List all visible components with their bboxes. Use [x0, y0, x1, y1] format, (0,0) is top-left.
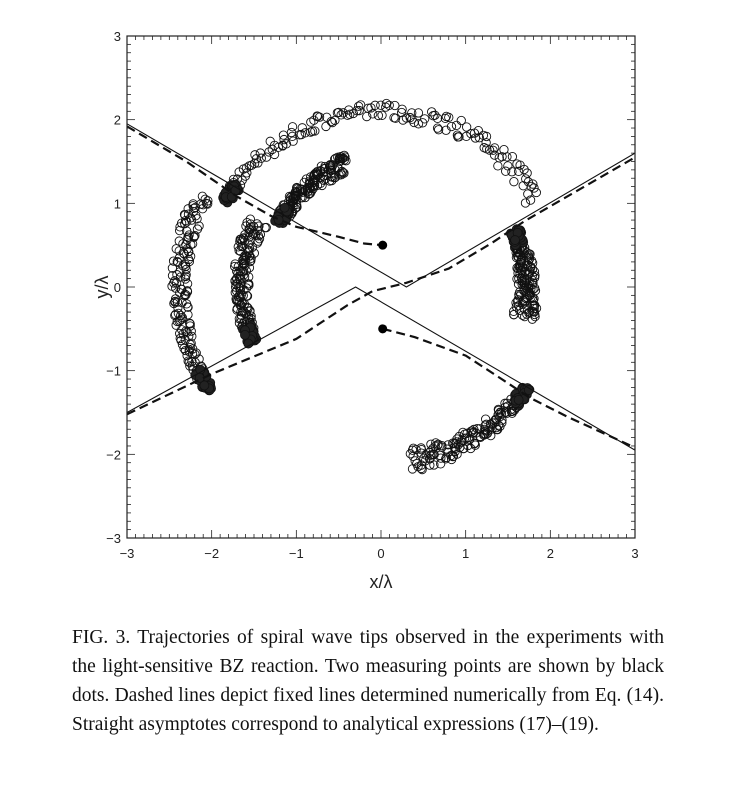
y-tick-label: −1 — [106, 363, 121, 379]
x-axis-label: x/λ — [369, 572, 393, 592]
tip-marker-dense — [240, 330, 249, 339]
figure-caption: FIG. 3. Trajectories of spiral wave tips observed in the experiments with the light-sensitive BZ reaction. Two measuring points are shown by black dots. Dashed lines depict fixed lines determined numerically from Eq. (14). Straight asymptotes correspond to analytical expressions (17)–(19). — [72, 627, 664, 735]
x-tick-label: 0 — [377, 546, 385, 561]
y-tick-label: 3 — [113, 29, 121, 44]
x-tick-label: −1 — [288, 546, 304, 561]
tip-marker — [270, 150, 278, 158]
y-tick-label: −2 — [106, 447, 121, 463]
tip-marker — [408, 109, 416, 117]
tip-marker — [408, 465, 416, 473]
tip-marker-dense — [244, 339, 253, 348]
tip-marker — [521, 199, 529, 207]
y-tick-label: 2 — [113, 112, 121, 128]
tip-marker — [504, 162, 512, 170]
tip-marker — [288, 123, 296, 131]
tip-marker — [480, 144, 488, 152]
y-tick-label: 0 — [113, 280, 121, 295]
dashed-fixed-line — [383, 329, 635, 448]
tip-marker-dense — [511, 236, 520, 245]
tip-marker — [495, 154, 503, 162]
x-tick-label: 2 — [546, 546, 554, 561]
tip-marker — [307, 118, 315, 126]
tip-marker-dense — [280, 203, 289, 212]
y-tick-label: 1 — [113, 196, 121, 212]
tip-marker — [414, 109, 422, 117]
tip-marker — [494, 162, 502, 170]
tip-marker — [457, 116, 465, 124]
measuring-point — [378, 324, 387, 333]
x-tick-label: −3 — [119, 546, 135, 561]
tip-marker — [322, 122, 330, 130]
y-axis-label: y/λ — [92, 275, 112, 299]
x-tick-labels — [120, 546, 639, 561]
tip-marker — [501, 167, 509, 175]
x-tick-label: 1 — [462, 546, 470, 561]
y-tick-label: −3 — [106, 531, 121, 546]
measuring-point — [378, 241, 387, 250]
tip-marker-dense — [514, 395, 523, 404]
measuring-points — [378, 241, 387, 334]
fixed-lines — [127, 124, 635, 450]
tip-marker — [513, 160, 521, 168]
tip-marker — [510, 177, 518, 185]
x-tick-label: 3 — [631, 546, 639, 561]
x-tick-label: −2 — [204, 546, 220, 561]
tip-marker — [523, 169, 531, 177]
tip-trajectories — [168, 99, 541, 473]
